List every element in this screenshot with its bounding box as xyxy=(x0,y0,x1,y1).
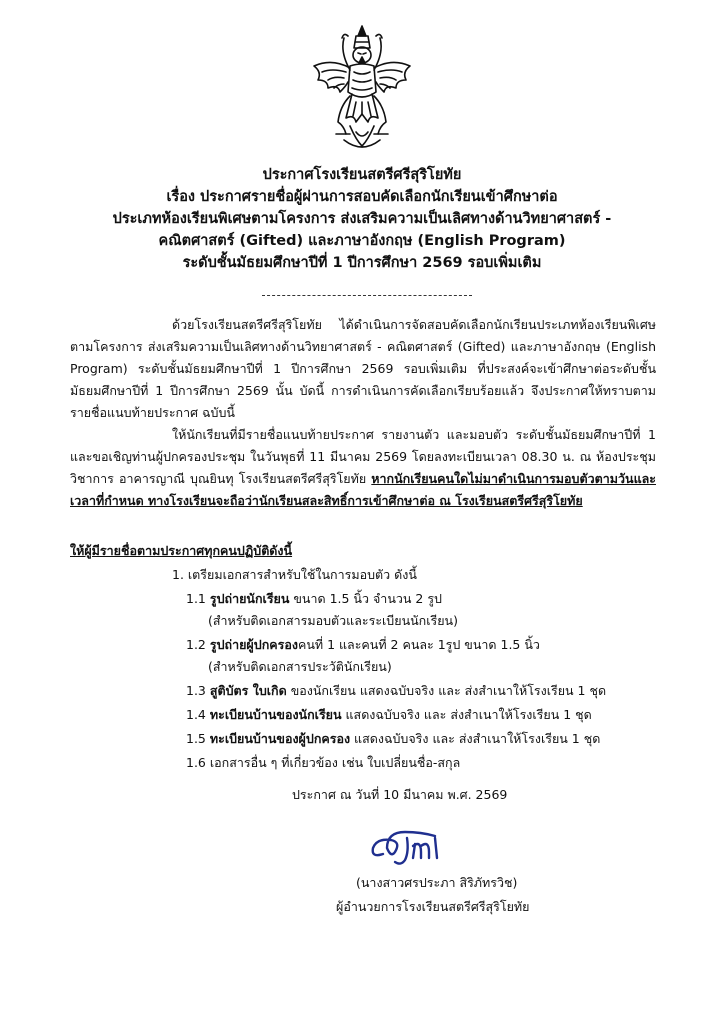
forfeit-warning: หากนักเรียนคนใดไม่มาดำเนินการมอบตัวตามวันและเวลาที่กำหนด ทางโรงเรียนจะถือว่านักเรียนสละสิทธิ์การเข้าศึกษาต่อ ณ โรงเรียนสตรีศรีสุริโยทัย xyxy=(70,471,656,508)
sub-bold-label: รูปถ่ายนักเรียน xyxy=(209,591,290,606)
header-level: ระดับชั้นมัธยมศึกษาปีที่ 1 ปีการศึกษา 2569 รอบเพิ่มเติม xyxy=(182,255,542,271)
announcement-header xyxy=(60,164,664,274)
sub-item-parent-house-registration xyxy=(186,728,600,750)
sub-detail: ของนักเรียน แสดงฉบับจริง และ ส่งสำเนาให้โรงเรียน 1 ชุด xyxy=(286,683,607,698)
signer-name: (นางสาวศรประภา สิริภัทรวิช) xyxy=(356,875,518,890)
sub-detail: แสดงฉบับจริง และ ส่งสำเนาให้โรงเรียน 1 ชุด xyxy=(350,731,601,746)
sub-number: 1.4 xyxy=(186,707,206,722)
sub-number: 1.3 xyxy=(186,683,206,698)
sub-note-parent-photo: (สำหรับติดเอกสารประวัตินักเรียน) xyxy=(208,659,392,674)
sub-detail: เอกสารอื่น ๆ ที่เกี่ยวข้อง เช่น ใบเปลี่ยนชื่อ-สกุล xyxy=(209,755,461,770)
header-program: ประเภทห้องเรียนพิเศษตามโครงการ ส่งเสริมความเป็นเลิศทางด้านวิทยาศาสตร์ - xyxy=(112,211,612,227)
signature-icon xyxy=(365,818,475,870)
item-documents: 1. เตรียมเอกสารสำหรับใช้ในการมอบตัว ดังนี้ xyxy=(172,567,417,582)
sub-bold-label: สูติบัตร ใบเกิด xyxy=(209,683,287,698)
announce-date: ประกาศ ณ วันที่ 10 มีนาคม พ.ศ. 2569 xyxy=(292,787,508,802)
dashed-divider xyxy=(262,295,472,296)
header-school: ประกาศโรงเรียนสตรีศรีสุริโยทัย xyxy=(262,167,462,183)
sub-bold-label: รูปถ่ายผู้ปกครอง xyxy=(209,637,298,652)
report-text: ให้นักเรียนที่มีรายชื่อแนบท้ายประกาศ รายงานตัว และมอบตัว ระดับชั้นมัธยมศึกษาปีที่ 1 และขอเชิญท่านผู้ปกครองประชุม ในวันพุธที่ 11 มีนาคม 2569 โดยลงทะเบียนเวลา 08.30 น. ณ ห้องประชุมวิชาการ อาคารญาณี บุณยินทุ โรงเรียนสตรีศรีสุริโยทัย xyxy=(70,427,656,486)
signer-title: ผู้อำนวยการโรงเรียนสตรีศรีสุริโยทัย xyxy=(336,899,530,914)
sub-number: 1.1 xyxy=(186,591,206,606)
header-program-cont: คณิตศาสตร์ (Gifted) และภาษาอังกฤษ (English Program) xyxy=(158,233,566,249)
sub-number: 1.6 xyxy=(186,755,206,770)
sub-bold-label: ทะเบียนบ้านของผู้ปกครอง xyxy=(209,731,351,746)
sub-item-other-documents xyxy=(186,752,460,774)
sub-detail: คนที่ 1 และคนที่ 2 คนละ 1รูป ขนาด 1.5 นิ้ว xyxy=(297,637,540,652)
paragraph-intro: ด้วยโรงเรียนสตรีศรีสุริโยทัย ได้ดำเนินการจัดสอบคัดเลือกนักเรียนประเภทห้องเรียนพิเศษตามโครงการ ส่งเสริมความเป็นเลิศทางด้านวิทยาศาสตร์ - คณิตศาสตร์ (Gifted) และภาษาอังกฤษ (English Program) ระดับชั้นมัธยมศึกษาปีที่ 1 ปีการศึกษา 2569 รอบเพิ่มเติม ที่ประสงค์จะเข้าศึกษาต่อระดับชั้นมัธยมศึกษาปีที่ 1 ปีการศึกษา 2569 นั้น บัดนี้ การดำเนินการคัดเลือกเรียบร้อยแล้ว จึงประกาศให้ทราบตามรายชื่อแนบท้ายประกาศ ฉบับนี้ xyxy=(70,317,656,420)
sub-detail: แสดงฉบับจริง และ ส่งสำเนาให้โรงเรียน 1 ชุด xyxy=(341,707,592,722)
sub-bold-label: ทะเบียนบ้านของนักเรียน xyxy=(209,707,342,722)
garuda-emblem-icon xyxy=(306,22,418,154)
sub-item-student-photo xyxy=(186,588,442,610)
sub-item-birth-certificate xyxy=(186,680,606,702)
paragraph-report xyxy=(70,424,656,512)
sub-item-parent-photo xyxy=(186,634,540,656)
sub-detail: ขนาด 1.5 นิ้ว จำนวน 2 รูป xyxy=(289,591,442,606)
header-subject: เรื่อง ประกาศรายชื่อผู้ผ่านการสอบคัดเลือกนักเรียนเข้าศึกษาต่อ xyxy=(166,189,558,205)
instructions-heading: ให้ผู้มีรายชื่อตามประกาศทุกคนปฏิบัติดังนี้ xyxy=(70,543,293,558)
sub-number: 1.5 xyxy=(186,731,206,746)
sub-item-student-house-registration xyxy=(186,704,592,726)
sub-number: 1.2 xyxy=(186,637,206,652)
sub-note-student-photo: (สำหรับติดเอกสารมอบตัวและระเบียนนักเรียน) xyxy=(208,613,458,628)
